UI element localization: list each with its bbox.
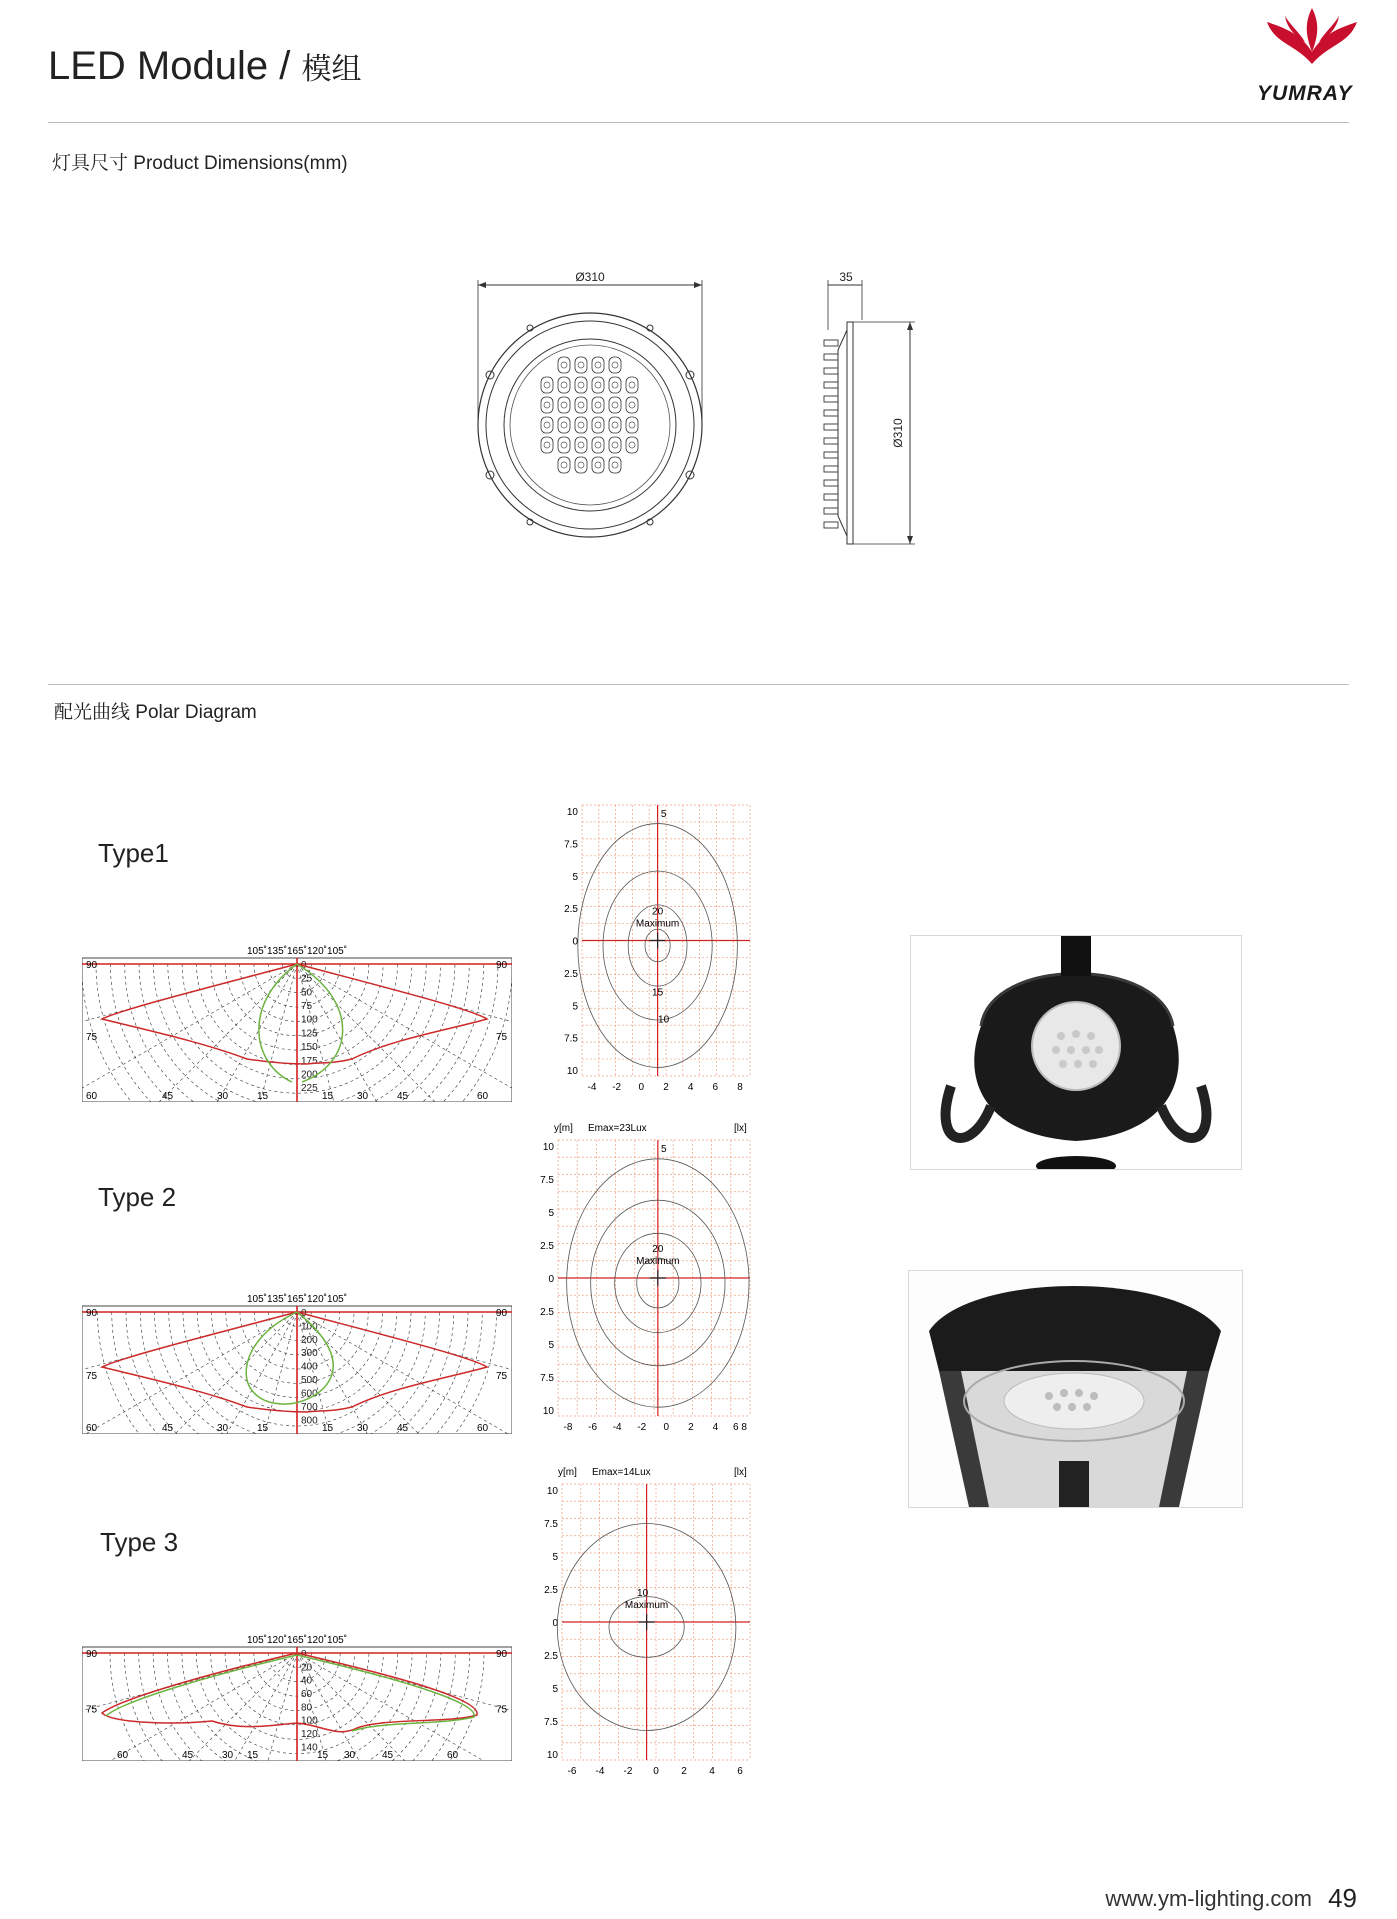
iso-y-tick: 5 — [572, 871, 578, 883]
iso-contour-label: 5 — [660, 809, 667, 820]
iso-contour-label: 10 — [637, 1588, 649, 1599]
iso-contour-label: 10 — [658, 1014, 670, 1026]
led-lens — [609, 417, 621, 433]
led-chip — [612, 462, 618, 468]
polar-radial-value: 200 — [301, 1334, 318, 1346]
led-lens — [558, 457, 570, 473]
led-lens — [541, 417, 553, 433]
iso-x-tick: -2 — [612, 1082, 622, 1093]
product-photo-top — [910, 935, 1242, 1170]
side-depth-label: 35 — [839, 270, 853, 284]
polar-radial-value: 100 — [301, 1014, 318, 1026]
led-lens — [575, 357, 587, 373]
type3-polar-chart — [82, 1633, 512, 1761]
led-lens — [609, 457, 621, 473]
polar-label-75-right: 75 — [496, 1031, 508, 1043]
heatsink-fin — [824, 368, 838, 374]
iso-x-tick: 6 — [737, 1766, 743, 1777]
iso-y-tick: 2.5 — [544, 1585, 558, 1596]
iso-contour-label: 20 — [652, 1244, 664, 1255]
heatsink-fin — [824, 424, 838, 430]
heatsink-fin — [824, 508, 838, 514]
polar-bottom-angle: 45 — [162, 1423, 174, 1434]
iso-x-tick: 0 — [653, 1766, 659, 1777]
led-lens — [575, 417, 587, 433]
led-chip — [544, 442, 550, 448]
polar-radial-value: 80 — [301, 1702, 313, 1714]
page-title-en: LED Module / — [48, 44, 291, 88]
iso-y-tick: 7.5 — [544, 1519, 558, 1530]
led-lens — [626, 417, 638, 433]
iso-y-tick: 10 — [566, 1066, 578, 1077]
type3-isolux-chart — [540, 1462, 760, 1784]
led-lens — [609, 397, 621, 413]
iso-y-tick: 7.5 — [564, 1033, 578, 1045]
led-chip — [544, 402, 550, 408]
led-chip — [544, 382, 550, 388]
iso-x-tick: 2 — [681, 1766, 687, 1777]
polar-bottom-angle: 30 — [357, 1091, 369, 1102]
led-chip — [578, 362, 584, 368]
polar-bottom-angle: 45 — [162, 1091, 174, 1102]
iso-lx-unit: [lx] — [734, 1123, 747, 1134]
polar-bottom-angle: 30 — [217, 1091, 229, 1102]
iso-y-tick: 0 — [552, 1618, 558, 1629]
polar-bottom-angle: 15 — [322, 1091, 334, 1102]
polar-radial-value: 25 — [301, 973, 313, 985]
led-chip — [629, 402, 635, 408]
led-lens — [592, 377, 604, 393]
led-chip — [578, 462, 584, 468]
polar-bottom-angle: 60 — [117, 1750, 129, 1761]
polar-label-90-right: 90 — [496, 960, 508, 971]
polar-radial-value: 0 — [301, 1308, 307, 1319]
polar-radial-value: 0 — [301, 960, 307, 971]
iso-y-tick: 7.5 — [564, 839, 578, 851]
type2-label: Type 2 — [98, 1182, 177, 1212]
led-lens — [592, 417, 604, 433]
polar-label-90-left: 90 — [86, 960, 98, 971]
iso-y-tick: 0 — [548, 1274, 554, 1285]
polar-label-75-right: 75 — [496, 1704, 508, 1716]
polar-bottom-angle: 45 — [397, 1423, 409, 1434]
heatsink-fin — [824, 410, 838, 416]
polar-bottom-angle: 30 — [222, 1750, 234, 1761]
led-array — [541, 357, 638, 473]
led-lens — [592, 457, 604, 473]
led-chip — [595, 382, 601, 388]
iso-y-tick: 7.5 — [540, 1373, 554, 1384]
heatsink-fin — [824, 480, 838, 486]
led-chip — [595, 362, 601, 368]
iso-x-tick: 2 — [688, 1422, 694, 1433]
led-chip — [629, 442, 635, 448]
iso-x-tick: -8 — [563, 1422, 573, 1433]
polar-bottom-angle: 60 — [477, 1423, 489, 1434]
polar-bottom-angle: 15 — [257, 1423, 269, 1434]
led-chip — [612, 402, 618, 408]
led-lens — [592, 357, 604, 373]
polar-radial-value: 175 — [301, 1055, 318, 1067]
iso-x-tick: 4 — [709, 1766, 715, 1777]
led-chip — [561, 442, 567, 448]
iso-contour-label: 15 — [652, 987, 664, 999]
led-chip — [578, 402, 584, 408]
product-photo-bottom — [908, 1270, 1243, 1508]
iso-y-tick: 7.5 — [544, 1717, 558, 1728]
page-title-cn: 模组 — [301, 53, 362, 86]
iso-maximum-label: Maximum — [635, 918, 680, 930]
polar-section-title: 配光曲线 Polar Diagram — [54, 702, 257, 723]
page-number: 49 — [1328, 1883, 1357, 1913]
heatsink-fin — [824, 438, 838, 444]
polar-label-90-right: 90 — [496, 1308, 508, 1319]
iso-y-tick: 10 — [546, 1750, 558, 1761]
led-chip — [561, 362, 567, 368]
led-chip — [578, 442, 584, 448]
led-lens — [592, 437, 604, 453]
page-title — [48, 44, 361, 89]
iso-lx-unit: [lx] — [734, 1467, 747, 1478]
polar-radial-value: 100 — [301, 1321, 318, 1333]
heatsink-fin — [824, 340, 838, 346]
iso-y-tick: 5 — [548, 1340, 554, 1351]
iso-maximum-label: Maximum — [636, 1256, 680, 1267]
iso-y-tick: 2.5 — [544, 1651, 558, 1662]
heatsink-fin — [824, 494, 838, 500]
polar-top-angles: 105˚135˚165˚120˚105˚ — [246, 946, 348, 957]
led-lens — [541, 397, 553, 413]
iso-emax: Emax=23Lux — [588, 1123, 647, 1134]
polar-radial-value: 150 — [301, 1042, 318, 1054]
led-chip — [612, 422, 618, 428]
iso-maximum-label: Maximum — [624, 1600, 669, 1611]
iso-y-tick: 5 — [548, 1208, 554, 1219]
iso-y-tick: 2.5 — [540, 1307, 554, 1318]
iso-contour-label: 20 — [652, 906, 664, 918]
iso-x-tick: 4 — [712, 1422, 719, 1433]
polar-bottom-angle: 60 — [447, 1750, 459, 1761]
polar-bottom-angle: 30 — [357, 1423, 369, 1434]
polar-bottom-angle: 45 — [382, 1750, 394, 1761]
led-lens — [609, 357, 621, 373]
polar-top-angles: 105˚135˚165˚120˚105˚ — [246, 1294, 348, 1305]
led-lens — [626, 437, 638, 453]
iso-x-tick: -2 — [623, 1766, 633, 1777]
iso-y-tick: 10 — [542, 1142, 554, 1153]
led-chip — [578, 382, 584, 388]
led-chip — [561, 422, 567, 428]
type2-isolux-chart — [530, 1118, 760, 1440]
iso-y-tick: 2.5 — [540, 1241, 554, 1252]
led-chip — [595, 442, 601, 448]
polar-bottom-angle: 30 — [344, 1750, 356, 1761]
polar-radial-value: 500 — [301, 1375, 318, 1387]
led-chip — [629, 382, 635, 388]
iso-y-tick: 7.5 — [540, 1175, 554, 1186]
led-lens — [558, 437, 570, 453]
polar-radial-value: 120 — [301, 1729, 318, 1740]
polar-radial-value: 50 — [301, 987, 313, 999]
type1-polar-chart — [82, 944, 512, 1102]
polar-radial-value: 225 — [301, 1083, 318, 1095]
iso-x-tick: -6 — [567, 1766, 577, 1777]
polar-radial-value: 600 — [301, 1388, 318, 1400]
polar-label-90-left: 90 — [86, 1308, 98, 1319]
iso-x-tick: 2 — [663, 1082, 669, 1093]
polar-bottom-angle: 30 — [217, 1423, 229, 1434]
heatsink-fin — [824, 452, 838, 458]
led-lens — [575, 457, 587, 473]
iso-y-tick: 5 — [552, 1684, 558, 1695]
front-view-drawing — [470, 270, 710, 570]
polar-radial-value: 20 — [301, 1662, 313, 1674]
iso-x-tick: -4 — [587, 1082, 597, 1093]
iso-emax: Emax=14Lux — [592, 1467, 651, 1478]
led-lens — [575, 377, 587, 393]
led-lens — [626, 397, 638, 413]
front-diameter-label: Ø310 — [575, 270, 605, 284]
polar-bottom-angle: 15 — [322, 1423, 334, 1434]
iso-y-tick: 2.5 — [564, 968, 578, 980]
led-chip — [561, 462, 567, 468]
polar-bottom-angle: 15 — [257, 1091, 269, 1102]
header-divider — [48, 122, 1349, 123]
polar-radial-value: 300 — [301, 1348, 318, 1360]
iso-y-tick: 10 — [546, 1486, 558, 1497]
heatsink-fin — [824, 522, 838, 528]
polar-radial-value: 60 — [301, 1689, 313, 1700]
iso-y-tick: 0 — [572, 936, 578, 948]
led-lens — [558, 377, 570, 393]
led-lens — [541, 377, 553, 393]
led-chip — [595, 462, 601, 468]
iso-y-unit: y[m] — [554, 1123, 573, 1134]
iso-x-tick: 0 — [638, 1082, 645, 1093]
section-divider — [48, 684, 1349, 685]
iso-y-tick: 10 — [566, 807, 578, 818]
led-lens — [626, 377, 638, 393]
polar-radial-value: 200 — [301, 1069, 318, 1081]
led-lens — [558, 417, 570, 433]
iso-y-unit: y[m] — [558, 1467, 577, 1478]
side-view-drawing — [810, 270, 920, 555]
type1-label: Type1 — [98, 838, 169, 868]
brand-name: YUMRAY — [1257, 82, 1353, 105]
led-chip — [561, 402, 567, 408]
iso-x-tick: -4 — [612, 1422, 622, 1433]
iso-y-tick: 5 — [552, 1552, 558, 1563]
polar-radial-value: 800 — [301, 1415, 318, 1427]
iso-contour-label: 5 — [661, 1144, 667, 1155]
iso-x-tick: 6 — [712, 1082, 719, 1093]
led-chip — [612, 442, 618, 448]
led-chip — [595, 402, 601, 408]
iso-x-tick: -4 — [595, 1766, 605, 1777]
polar-bottom-angle: 60 — [477, 1091, 489, 1102]
brand-logo — [1255, 4, 1370, 109]
polar-radial-value: 0 — [301, 1649, 307, 1660]
led-lens — [575, 397, 587, 413]
heatsink-fin — [824, 382, 838, 388]
iso-x-tick: 0 — [663, 1422, 670, 1433]
type3-label: Type 3 — [100, 1527, 179, 1557]
polar-label-90-left: 90 — [86, 1649, 98, 1660]
polar-radial-value: 140 — [301, 1742, 318, 1754]
polar-radial-value: 700 — [301, 1401, 318, 1413]
led-chip — [544, 422, 550, 428]
led-lens — [541, 437, 553, 453]
heatsink-fin — [824, 354, 838, 360]
polar-label-75-right: 75 — [496, 1371, 508, 1383]
iso-x-tick: 4 — [687, 1082, 694, 1093]
polar-label-75-left: 75 — [86, 1704, 98, 1716]
led-lens — [558, 357, 570, 373]
polar-bottom-angle: 45 — [397, 1091, 409, 1102]
polar-radial-value: 100 — [301, 1715, 318, 1727]
led-lens — [609, 377, 621, 393]
heatsink-fin — [824, 466, 838, 472]
led-chip — [561, 382, 567, 388]
led-lens — [575, 437, 587, 453]
polar-bottom-angle: 15 — [247, 1750, 259, 1761]
polar-label-75-left: 75 — [86, 1031, 98, 1043]
polar-radial-value: 125 — [301, 1028, 318, 1040]
iso-y-tick: 2.5 — [564, 904, 578, 916]
polar-radial-value: 400 — [301, 1361, 318, 1373]
polar-radial-value: 40 — [301, 1675, 313, 1687]
led-lens — [592, 397, 604, 413]
side-diameter-label: Ø310 — [891, 418, 905, 448]
iso-y-tick: 10 — [542, 1406, 554, 1417]
led-chip — [595, 422, 601, 428]
iso-x-tick: -6 — [588, 1422, 598, 1433]
led-chip — [612, 382, 618, 388]
led-lens — [609, 437, 621, 453]
heatsink-fin — [824, 396, 838, 402]
polar-bottom-angle: 60 — [86, 1423, 98, 1434]
polar-top-angles: 105˚120˚165˚120˚105˚ — [246, 1635, 348, 1646]
iso-x-tick: -2 — [637, 1422, 647, 1433]
polar-bottom-angle: 45 — [182, 1750, 194, 1761]
polar-label-90-right: 90 — [496, 1649, 508, 1660]
dimensions-section-title: 灯具尺寸 Product Dimensions(mm) — [52, 153, 348, 174]
led-chip — [612, 362, 618, 368]
polar-label-75-left: 75 — [86, 1371, 98, 1383]
footer-url[interactable]: www.ym-lighting.com — [1105, 1886, 1312, 1911]
iso-x-tick: 8 — [737, 1082, 743, 1093]
polar-bottom-angle: 60 — [86, 1091, 98, 1102]
iso-y-tick: 5 — [572, 1001, 578, 1013]
polar-radial-value: 75 — [301, 1001, 313, 1013]
led-chip — [578, 422, 584, 428]
type2-polar-chart — [82, 1292, 512, 1434]
iso-x-tick: 6 8 — [733, 1422, 747, 1433]
polar-bottom-angle: 15 — [317, 1750, 329, 1761]
led-lens — [558, 397, 570, 413]
type1-isolux-chart — [560, 800, 760, 1100]
led-chip — [629, 422, 635, 428]
